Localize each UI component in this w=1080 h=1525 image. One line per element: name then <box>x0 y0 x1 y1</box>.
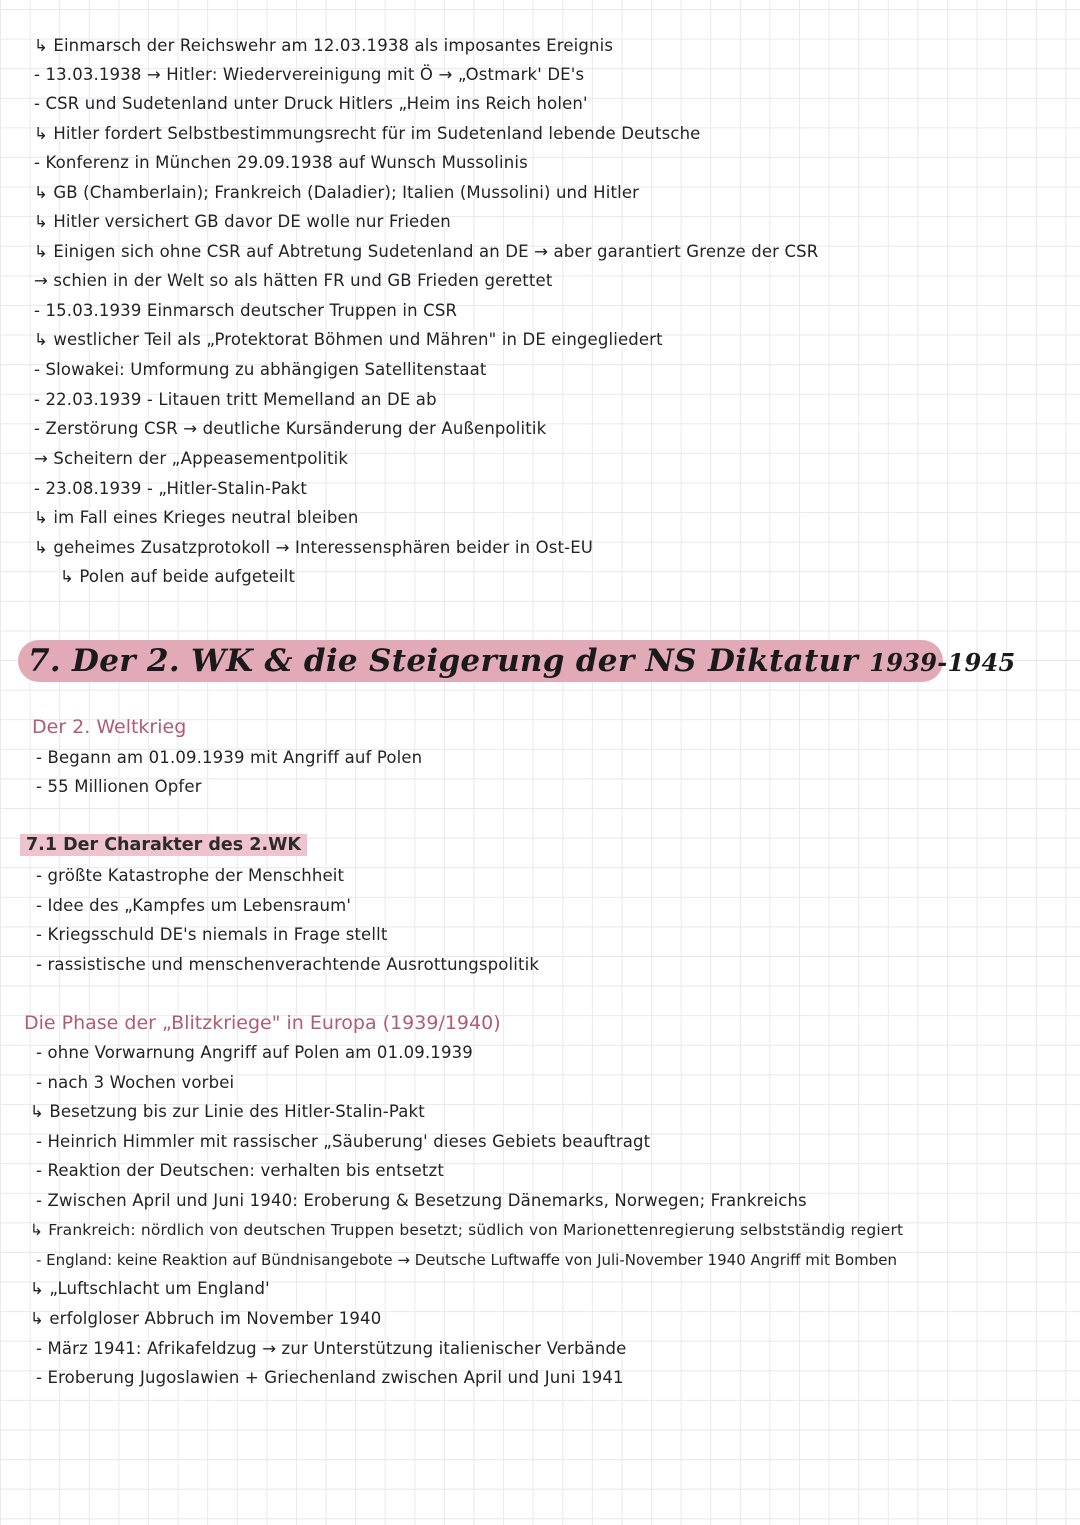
note-line: ↳ Einmarsch der Reichswehr am 12.03.1938 als imposantes Ereignis <box>34 36 614 55</box>
note-line: - Konferenz in München 29.09.1938 auf Wunsch Mussolinis <box>34 153 528 172</box>
note-line: - nach 3 Wochen vorbei <box>36 1073 235 1092</box>
note-line: ↳ geheimes Zusatzprotokoll → Interessensphären beider in Ost-EU <box>34 538 593 557</box>
note-line: ↳ erfolgloser Abbruch im November 1940 <box>30 1309 382 1328</box>
note-line: - Reaktion der Deutschen: verhalten bis entsetzt <box>36 1161 444 1180</box>
section-heading-blitzkrieg: Die Phase der „Blitzkriege" in Europa (1939/1940) <box>24 1012 501 1034</box>
note-line: - Kriegsschuld DE's niemals in Frage stellt <box>36 925 388 944</box>
note-line: → Scheitern der „Appeasementpolitik <box>34 449 349 468</box>
note-line: - 13.03.1938 → Hitler: Wiedervereinigung mit Ö → „Ostmark' DE's <box>34 65 585 84</box>
note-line: ↳ Hitler fordert Selbstbestimmungsrecht für im Sudetenland lebende Deutsche <box>34 124 701 143</box>
note-line: - England: keine Reaktion auf Bündnisangebote → Deutsche Luftwaffe von Juli-November 1940 Angriff mit Bomben <box>36 1251 897 1269</box>
note-line: - Idee des „Kampfes um Lebensraum' <box>36 896 352 915</box>
note-line: - Zwischen April und Juni 1940: Eroberung & Besetzung Dänemarks, Norwegen; Frankreichs <box>36 1191 807 1210</box>
note-line: - CSR und Sudetenland unter Druck Hitlers „Heim ins Reich holen' <box>34 94 588 113</box>
note-line: - ohne Vorwarnung Angriff auf Polen am 01.09.1939 <box>36 1043 473 1062</box>
note-line: ↳ Frankreich: nördlich von deutschen Truppen besetzt; südlich von Marionettenregierung selbstständig regiert <box>30 1221 904 1239</box>
note-line: - Heinrich Himmler mit rassischer „Säuberung' dieses Gebiets beauftragt <box>36 1132 651 1151</box>
note-line: - größte Katastrophe der Menschheit <box>36 866 345 885</box>
note-line: ↳ im Fall eines Krieges neutral bleiben <box>34 508 359 527</box>
note-line: - 22.03.1939 - Litauen tritt Memelland an DE ab <box>34 390 437 409</box>
note-line: - 55 Millionen Opfer <box>36 777 202 796</box>
note-line: ↳ Besetzung bis zur Linie des Hitler-Stalin-Pakt <box>30 1102 425 1121</box>
note-line: - Slowakei: Umformung zu abhängigen Satellitenstaat <box>34 360 487 379</box>
note-line: ↳ Polen auf beide aufgeteilt <box>60 567 296 586</box>
note-line: ↳ GB (Chamberlain); Frankreich (Daladier); Italien (Mussolini) und Hitler <box>34 183 640 202</box>
note-line: - Eroberung Jugoslawien + Griechenland zwischen April und Juni 1941 <box>36 1368 624 1387</box>
note-line: - rassistische und menschenverachtende Ausrottungspolitik <box>36 955 540 974</box>
note-line: ↳ „Luftschlacht um England' <box>30 1279 270 1298</box>
note-line: - 15.03.1939 Einmarsch deutscher Truppen in CSR <box>34 301 458 320</box>
chapter-years: 1939-1945 <box>869 648 1016 677</box>
note-line: - März 1941: Afrikafeldzug → zur Unterstützung italienischer Verbände <box>36 1339 627 1358</box>
section-heading-character: 7.1 Der Charakter des 2.WK <box>20 834 307 856</box>
note-line: ↳ Hitler versichert GB davor DE wolle nur Frieden <box>34 212 451 231</box>
note-line: ↳ Einigen sich ohne CSR auf Abtretung Sudetenland an DE → aber garantiert Grenze der CSR <box>34 242 819 261</box>
section-heading-ww2: Der 2. Weltkrieg <box>32 716 187 738</box>
note-line: - Begann am 01.09.1939 mit Angriff auf Polen <box>36 748 423 767</box>
note-line: → schien in der Welt so als hätten FR und GB Frieden gerettet <box>34 271 553 290</box>
note-line: - 23.08.1939 - „Hitler-Stalin-Pakt <box>34 479 308 498</box>
note-line: ↳ westlicher Teil als „Protektorat Böhmen und Mähren" in DE eingegliedert <box>34 330 663 349</box>
chapter-title: 7. Der 2. WK & die Steigerung der NS Diktatur 1939-1945 <box>28 643 1016 679</box>
note-line: - Zerstörung CSR → deutliche Kursänderung der Außenpolitik <box>34 419 547 438</box>
